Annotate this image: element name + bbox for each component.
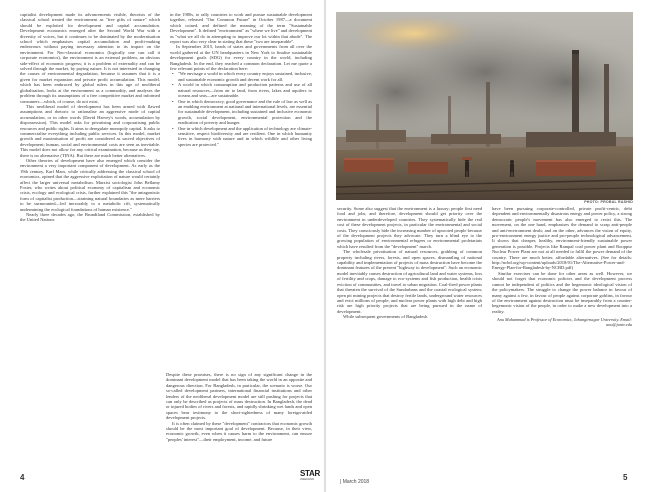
paragraph: have been pursuing corporate-controlled, private profit-centric, debt dependent and environmentally disastrous energy and power policy, a strong democratic people's movement has also emerged to resist this. The movement, on the one hand, emphasises the demand to scrap anti-people and anti-environment deals; and on the other, advances the vision of equity, pro-environment energy justice and pro-people technological advancement. It shows that cheaper, healthy, environment-friendly sustainable power generation is possible. Projects like Rampal coal power plant and Rooppur Nuclear Power Plant are not at all needed to fulfil the power demand of the country. There are much better, affordable alternatives. (See for details: http://ncbd.org/wp-content/uploads/2018/01/The-Alternative-Power-and-Energy-Plan-for-Bangladesh-by-NCBD.pdf) [492, 206, 632, 271]
paragraph: While subsequent governments of Bangladesh [343, 314, 428, 320]
logo-subtext: WEEKEND [300, 477, 315, 481]
declaration-list [170, 71, 312, 147]
left-column-1 [20, 12, 160, 223]
paragraph: The wholesale privatisation of natural resources, grabbing of common property including rivers, forests, and open spaces, dismantling of national capability and implementation of projects of mass destruction have become the dominant features of the present "highway to development". Such an economic model inevitably causes destruction of agricultural land and water systems, loss of fertility and crops, damage to eco-systems and fish production, health crisis eviction of communities, and travel to urban migration. Coal-fired power plants that threaten the survival of the Sundarbans and the coastal ecological system; open pit mining projects that destroy fertile lands, underground water resources and evict millions of people; and nuclear power plants with high debt and high risk are high priority projects that are being pursued in the name of development. [337, 249, 482, 314]
author-bio: Anu Muhammad is Professor of Economics, Jahangirnagar University. Email: anu@juniv.edu [497, 317, 632, 328]
paragraph: in the 1980s, to rally countries to work and pursue sustainable development together, released "Our Common Future" in October 1987—a document which coined, and defined the meaning of the term "Sustainable Development". It defined "environment" as "where we live" and development as "what we all do in attempting to improve our lot within that abode". The report was also very clear in stating that these "two are inseparable". [170, 12, 312, 45]
issue-date: | March 2018 [340, 479, 370, 485]
paragraph: capitalist development made its advancements visible, theorists of the classical school treated the environment as "free gifts of nature" which should be exploited for development and capital accumulation. Development economics emerged after the Second World War with a diversity of voices, but it continues to be dominated by the modernisation school which emphasises capital accumulation and profit-making endeavours without paying necessary attention to its impact on the environment. For Neo-classical economics (logically one can call it corporate economics), the environment is an external problem, an obvious side-effect of economic progress; it is a problem of externality and can be solved through the market, by paying nature. It is not interested in changing the causes of environmental degradation, because it assumes that it is a given for market expansion and private profit accumulation. This model, which has been embraced by global rulers in this age of neoliberal globalisation, looks at the environment as a commodity, and analyses the problem through its assumptions of a free competitive market and informed consumers—which, of course, do not exist. [20, 12, 160, 104]
declaration-item: • "We envisage a world in which every country enjoys sustained, inclusive, and sustainable economic growth and decent work for all. [178, 71, 312, 82]
left-column-3 [166, 372, 312, 442]
paragraph: Other theories of development have also emerged which consider the environment a very important component of development. As early as the 19th century, Karl Marx, while critically addressing the classical school of economics, opined that the aggressive exploitation of nature would certainly affect the larger universal metabolism. Marxist sociologist John Bellamy Foster, who writes about political economy of capitalism and economic crisis, ecology and ecological crisis, further explained this "the antagonistic form of capitalist production—straining natural boundaries as mere barriers to be surmounted—led inexorably to a metabolic rift, systematically undermining the ecological foundations of human existence." [20, 157, 160, 212]
left-page-number: 4 [20, 473, 25, 482]
declaration-item: • One in which development and the application of technology are climate-sensitive, respect biodiversity and are resilient. One in which humanity lives in harmony with nature and in which wildlife and other living species are protected." [178, 126, 312, 148]
page-gutter [324, 0, 326, 492]
right-page-number: 5 [623, 473, 628, 482]
declaration-item: • A world in which consumption and production patterns and use of all natural resources—from air to land, from rivers, lakes and aquifers to oceans and seas—are sustainable. [178, 82, 312, 98]
photo-credit: PHOTO: PROBAL RASHID [584, 200, 633, 204]
paragraph: Similar exercises can be done for other areas as well. However, we should not forget that economic policies and the development process cannot be independent of politics and the hegemonic ideological vision of the policymakers. The struggle to change the power balance in favour of many against a few, in favour of people against corporate goblins, in favour of the environment against destruction must be inseparably from a counter-hegemonic vision of the people, in order to make a new development into a reality. [492, 270, 632, 314]
photo-illustration [336, 12, 633, 200]
paragraph: Despite these promises, there is no sign of any significant change in the dominant development model that has been taking the world in an opposite and dangerous direction. For Bangladesh, in particular, the scenario is worse. Our so-called development partners, international financial institutions and other lenders of the neoliberal development model are still pushing for projects that can only be described as projects of mass destruction. In Bangladesh, the dead or injured bodies of rivers and forests, and rapidly shrinking wet lands and open spaces bear testimony to the short-sightedness of many foreign-aided development projects. [166, 372, 312, 421]
paragraph: In September 2015, heads of states and governments from all over the world gathered at the UN headquarters in New York to finalise sustainable development goals (SDG) for every country in the world, including Bangladesh. In the end, they reached a common declaration. Let me quote a few relevant points of the declaration here: [170, 44, 312, 72]
paragraph: security. Some also suggest that the environment is a luxury; people first need food and jobs, and therefore, development should get priority over the environment in underdeveloped countries. They systematically hide the real cost of these development projects, in particular the environmental and social costs. They consciously hide the increasing number of uprooted people because of the development projects they advocate. They turn a blind eye to the growing population of environmental refugees or environmental proletariats which have resulted from the "development" march. [337, 206, 482, 249]
logo-text: STAR [300, 469, 320, 478]
star-weekend-logo [300, 470, 322, 482]
left-column-2 [170, 12, 312, 147]
photo-smoky-brick-kilns [336, 12, 633, 200]
right-column-1 [337, 206, 482, 320]
paragraph: This neoliberal model of development has been armed with flawed assumptions and rhetoric to rationalise an aggressive mode of capital accumulation, or in other words (David Harvey's words, accumulation by dispossession). This model asks for privatising and corporatising public resources and public rights. It aims to deregulate monopoly capital. It asks to commercialise everything including public services. In this model, market growth and maximisation of profit are considered as sacred objectives of development; human, social and environmental costs are seen as inevitable. This model does not allow for any critical examination, because as they say, there is no alternative (TINA). But there are much better alternatives. [20, 103, 160, 158]
paragraph: Nearly three decades ago, the Brundtland Commission, established by the United Nations [20, 212, 160, 223]
right-column-2 [492, 206, 632, 327]
paragraph: It is often claimed by these "development" contractors that economic growth should be the most important goal of development. Because, in their view, economic growth, even when it causes harm to the environment, can ensure "peoples' interest"—their employment, income, and future [166, 420, 312, 442]
declaration-item: • One in which democracy, good governance and the rule of law as well as an enabling environment at national and international levels, are essential for sustainable development, including sustained and inclusive economic growth, social development, environmental protection and the eradication of poverty and hunger. [178, 99, 312, 126]
